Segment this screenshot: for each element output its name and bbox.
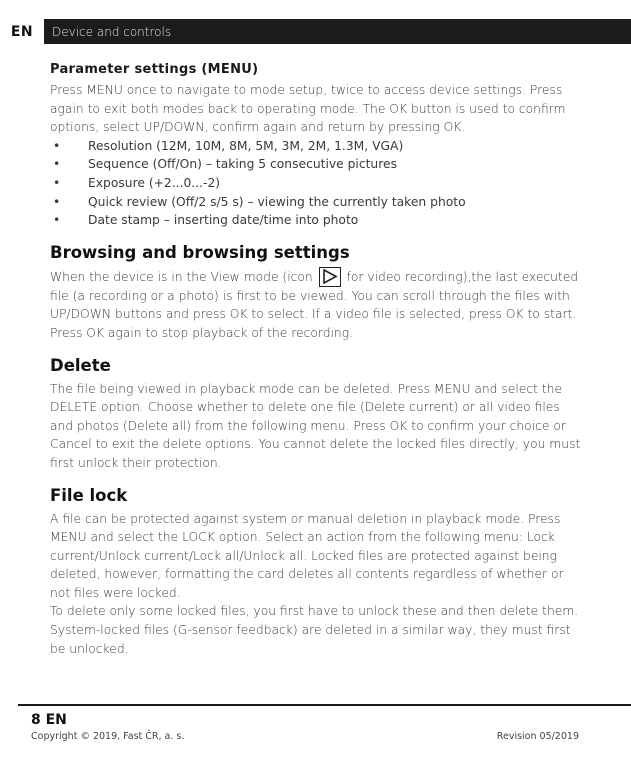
page-number: 8 EN (31, 712, 67, 728)
parameter-list (50, 137, 582, 230)
browsing-text: When the device is in the View mode (icon for video recording),the last executed file (a recording or a photo) is first to be viewed. You can scroll through the files with UP/DOWN buttons and press OK to select. If a video file is selected, press OK to start. Press OK again to stop playback of the recording. (50, 267, 582, 343)
parameter-settings-section (50, 62, 582, 230)
file-lock-section (50, 485, 582, 659)
list-item: • Date stamp – inserting date/time into photo (50, 211, 582, 230)
language-tag: EN (0, 19, 44, 44)
footer-divider (18, 704, 631, 706)
delete-text: The file being viewed in playback mode can be deleted. Press MENU and select the DELETE option. Choose whether to delete one file (Delete current) or all video files and photos (Delete all) from the following menu. Press OK to confirm your choice or Cancel to exit the delete options. You cannot delete the locked files directly, you must first unlock their protection. (50, 381, 581, 470)
list-item: • Sequence (Off/On) – taking 5 consecutive pictures (50, 155, 582, 174)
copyright: Copyright © 2019, Fast ČR, a. s. (31, 731, 185, 742)
play-icon (319, 267, 341, 287)
file-lock-heading: File lock (50, 485, 128, 505)
file-lock-text-1: A file can be protected against system or manual deletion in playback mode. Press MENU and select the LOCK option. Select an action from the following menu: Lock current/Unlock current/Lock all/Unlock all. Locked files are protected against being deleted, however, formatting the card deletes all contents regardless of whether or not files were locked. (50, 511, 564, 600)
bullet-icon: • (53, 194, 61, 209)
page-content (50, 62, 582, 658)
parameter-settings-heading: Parameter settings (MENU) (50, 62, 259, 77)
bullet-icon: • (53, 138, 61, 153)
bullet-icon: • (53, 175, 61, 190)
list-item: • Exposure (+2...0...-2) (50, 174, 582, 193)
revision: Revision 05/2019 (496, 731, 579, 742)
header-title-bar (44, 19, 631, 44)
delete-section (50, 355, 582, 473)
section-title: Device and controls (52, 24, 172, 39)
page-header (0, 19, 631, 44)
list-item: • Quick review (Off/2 s/5 s) – viewing the currently taken photo (50, 193, 582, 212)
browsing-section (50, 242, 582, 343)
file-lock-text-2: To delete only some locked files, you first have to unlock these and then delete them. System-locked files (G-sensor feedback) are deleted in a similar way, they must first be unlocked. (50, 604, 579, 656)
parameter-settings-intro: Press MENU once to navigate to mode setup, twice to access device settings. Press again to exit both modes back to operating mode. The OK button is used to confirm options, select UP/DOWN, confirm again and return by pressing OK. (50, 83, 566, 135)
browsing-heading: Browsing and browsing settings (50, 242, 350, 262)
list-item: • Resolution (12M, 10M, 8M, 5M, 3M, 2M, 1.3M, VGA) (50, 137, 582, 156)
bullet-icon: • (53, 213, 61, 228)
delete-heading: Delete (50, 355, 111, 375)
bullet-icon: • (53, 157, 61, 172)
